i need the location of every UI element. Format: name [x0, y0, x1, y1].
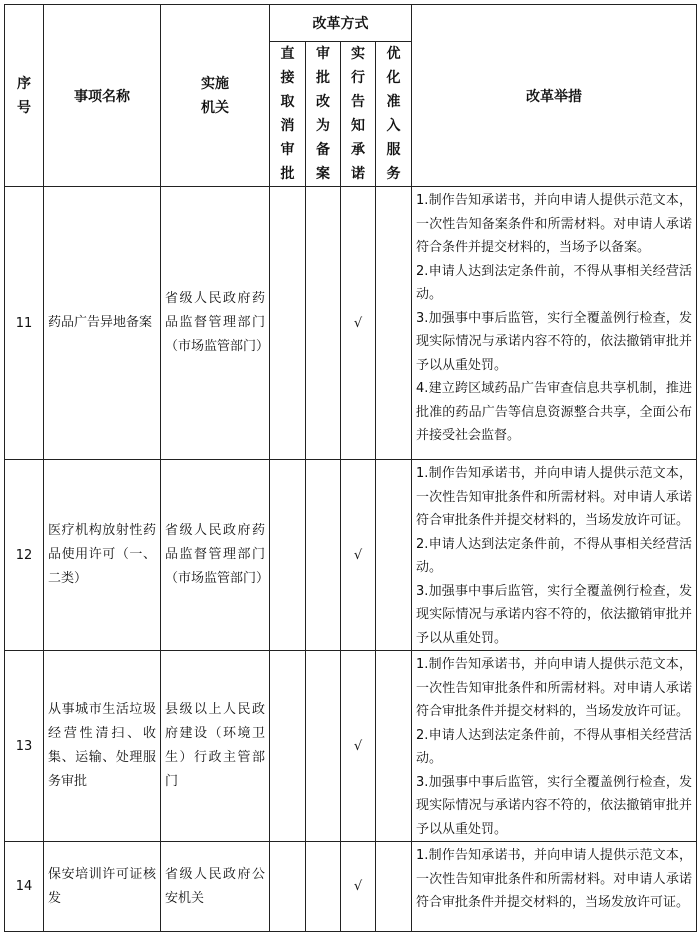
table-row — [5, 651, 697, 842]
measure-item: 2.申请人达到法定条件前，不得从事相关经营活动。 — [416, 536, 692, 575]
measure-item: 1.制作告知承诺书，并向申请人提供示范文本，一次性告知备案条件和所需材料。对申请人承诺符合条件并提交材料的，当场予以备案。 — [416, 193, 692, 255]
row-mode-mark — [376, 651, 412, 842]
measure-item: 3.加强事中事后监管，实行全覆盖例行检查，发现实际情况与承诺内容不符的，依法撤销审批并予以从重处罚。 — [416, 774, 692, 837]
header-mode-filing: 审 批 改 为 备 案 — [306, 42, 341, 187]
row-mode-mark — [306, 651, 341, 842]
row-mode-mark — [270, 842, 306, 932]
row-mode-mark — [270, 651, 306, 842]
header-mode-group: 改革方式 — [270, 5, 412, 42]
header-seq: 序 号 — [5, 5, 44, 187]
row-mode-mark — [376, 842, 412, 932]
row-measures — [412, 187, 697, 460]
row-measures — [412, 651, 697, 842]
row-mode-mark — [270, 187, 306, 460]
measure-item: 1.制作告知承诺书，并向申请人提供示范文本，一次性告知审批条件和所需材料。对申请人承诺符合审批条件并提交材料的，当场发放许可证。 — [416, 466, 692, 528]
row-mode-mark: √ — [341, 842, 376, 932]
row-seq: 12 — [5, 460, 44, 651]
row-item-name: 从事城市生活垃圾经营性清扫、收集、运输、处理服务审批 — [44, 651, 161, 842]
row-org: 县级以上人民政府建设（环境卫生）行政主管部门 — [161, 651, 270, 842]
row-org: 省级人民政府公安机关 — [161, 842, 270, 932]
row-mode-mark: √ — [341, 460, 376, 651]
row-measures — [412, 842, 697, 932]
row-measures — [412, 460, 697, 651]
table-row — [5, 187, 697, 460]
row-mode-mark — [306, 187, 341, 460]
header-mode-notify: 实 行 告 知 承 诺 — [341, 42, 376, 187]
header-measures: 改革举措 — [412, 5, 697, 187]
header-mode-cancel: 直 接 取 消 审 批 — [270, 42, 306, 187]
header-name: 事项名称 — [44, 5, 161, 187]
row-item-name: 药品广告异地备案 — [44, 187, 161, 460]
row-seq: 13 — [5, 651, 44, 842]
measure-item: 4.建立跨区域药品广告审查信息共享机制，推进批准的药品广告等信息资源整合共享，全面公布并接受社会监督。 — [416, 381, 692, 443]
measure-item: 3.加强事中事后监管，实行全覆盖例行检查，发现实际情况与承诺内容不符的，依法撤销审批并予以从重处罚。 — [416, 310, 692, 373]
measure-item: 1.制作告知承诺书，并向申请人提供示范文本，一次性告知审批条件和所需材料。对申请人承诺符合审批条件并提交材料的，当场发放许可证。 — [416, 657, 692, 719]
row-seq: 14 — [5, 842, 44, 932]
table-row — [5, 842, 697, 932]
measure-item: 2.申请人达到法定条件前，不得从事相关经营活动。 — [416, 727, 692, 766]
header-mode-optimize: 优 化 准 入 服 务 — [376, 42, 412, 187]
row-org: 省级人民政府药品监督管理部门（市场监管部门） — [161, 460, 270, 651]
measure-item: 3.加强事中事后监管，实行全覆盖例行检查，发现实际情况与承诺内容不符的，依法撤销审批并予以从重处罚。 — [416, 583, 692, 646]
header-org: 实施 机关 — [161, 5, 270, 187]
row-mode-mark — [306, 460, 341, 651]
row-seq: 11 — [5, 187, 44, 460]
row-org: 省级人民政府药品监督管理部门（市场监管部门） — [161, 187, 270, 460]
row-mode-mark: √ — [341, 651, 376, 842]
table-row — [5, 460, 697, 651]
row-mode-mark — [376, 460, 412, 651]
row-item-name: 保安培训许可证核发 — [44, 842, 161, 932]
row-mode-mark: √ — [341, 187, 376, 460]
measure-item: 2.申请人达到法定条件前，不得从事相关经营活动。 — [416, 263, 692, 302]
row-item-name: 医疗机构放射性药品使用许可（一、二类） — [44, 460, 161, 651]
row-mode-mark — [376, 187, 412, 460]
reform-table — [4, 4, 697, 932]
row-mode-mark — [270, 460, 306, 651]
row-mode-mark — [306, 842, 341, 932]
measure-item: 1.制作告知承诺书，并向申请人提供示范文本，一次性告知审批条件和所需材料。对申请人承诺符合审批条件并提交材料的，当场发放许可证。 — [416, 848, 692, 910]
